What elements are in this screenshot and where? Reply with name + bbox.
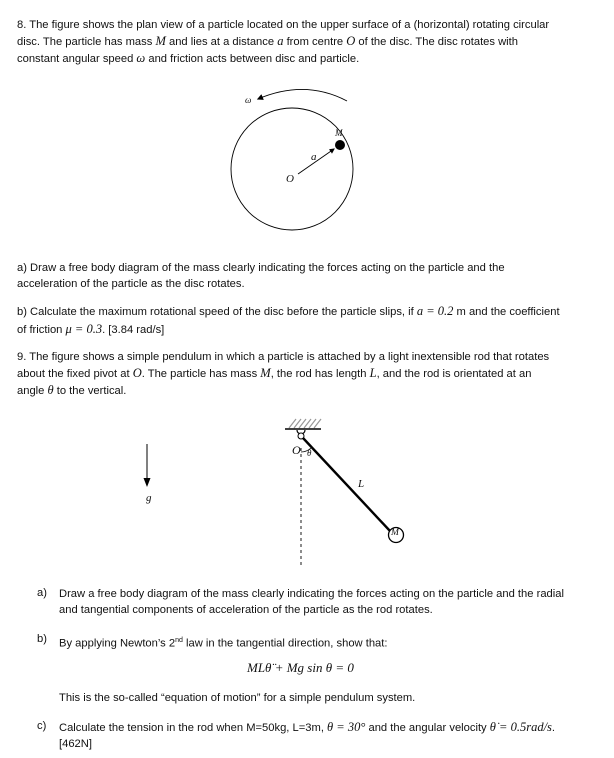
ceiling-hatch: [289, 419, 321, 428]
gravity-label-g: g: [146, 492, 152, 504]
angle-label-theta: θ: [307, 448, 312, 458]
q8-part-b: b) Calculate the maximum rotational speed of the disc before the particle slips, if a = 0.2 m and the coefficient of friction μ = 0.3. [3.84 rad/s]: [17, 304, 560, 336]
q9-line-2: about the fixed pivot at O. The particle has mass M, the rod has length L, and the rod is orientated at an: [17, 366, 532, 380]
bob-label-M: M: [391, 528, 399, 538]
radius-label-a: a: [311, 151, 317, 163]
q8-number: 8.: [17, 19, 27, 31]
rod: [303, 438, 390, 531]
q9-number: 9.: [17, 351, 27, 363]
q8-line-2: disc. The particle has mass M and lies at a distance a from centre O of the disc. The disc rotates with: [17, 34, 518, 48]
omega-label: ω: [245, 95, 252, 105]
q9-part-b-note: This is the so-called “equation of motion” for a simple pendulum system.: [59, 692, 416, 704]
centre-label-O: O: [286, 173, 294, 185]
rod-label-L: L: [358, 478, 365, 490]
equation-of-motion: MLθ̈ + Mg sin θ = 0: [247, 660, 354, 675]
pivot-label-O: O: [292, 443, 301, 457]
q8-part-a: a) Draw a free body diagram of the mass clearly indicating the forces acting on the particle and the acceleration of the particle as the disc rotates.: [17, 262, 505, 290]
gravity-arrowhead: [144, 478, 151, 487]
q9-line-3: angle θ to the vertical.: [17, 383, 127, 397]
mass-label-M: M: [335, 128, 343, 138]
q8-line-3: constant angular speed ω and friction acts between disc and particle.: [17, 51, 360, 65]
q8-text: The figure shows the plan view of a particle located on the upper surface of a (horizontal) rotating circular: [29, 19, 550, 31]
q9-line-1: 9. The figure shows a simple pendulum in which a particle is attached by a light inextensible rod that rotates: [17, 351, 550, 363]
